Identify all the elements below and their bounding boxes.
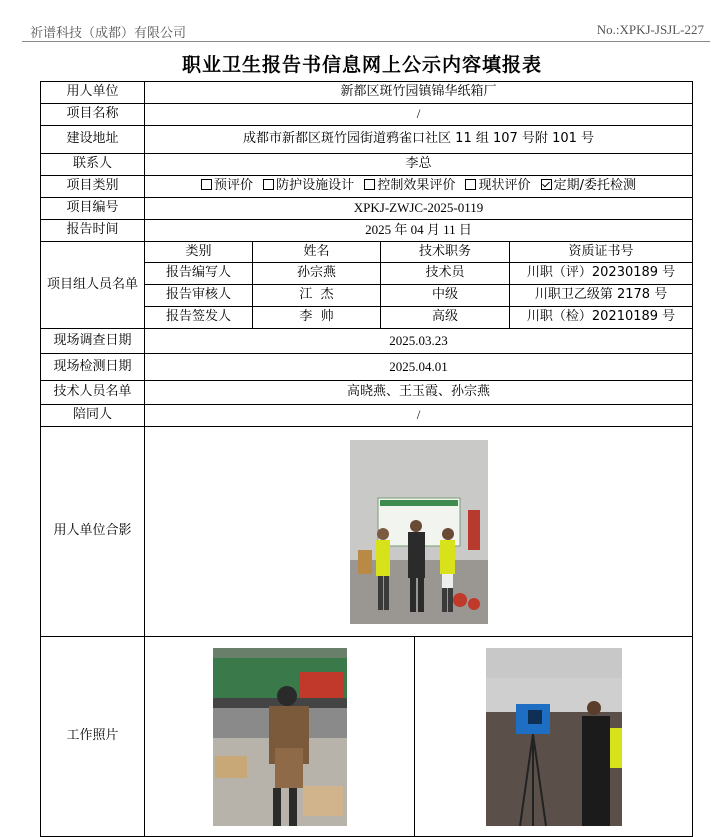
team-header-name: 姓名 (253, 242, 381, 263)
contact-label: 联系人 (41, 154, 145, 176)
companion-value: / (145, 405, 693, 427)
team-cell: 川职（检）20210189 号 (510, 307, 693, 329)
group-photo-label: 用人单位合影 (41, 427, 145, 637)
survey-date-label: 现场调查日期 (41, 329, 145, 354)
project-name-label: 项目名称 (41, 104, 145, 126)
team-cell: 川职卫乙级第 2178 号 (510, 285, 693, 307)
option-protection-design[interactable]: 防护设施设计 (263, 178, 354, 193)
page-title: 职业卫生报告书信息网上公示内容填报表 (181, 54, 542, 76)
option-periodic-testing[interactable]: 定期/委托检测 (541, 178, 636, 193)
test-date-value: 2025.04.01 (145, 354, 693, 381)
team-cell: 李 帅 (253, 307, 381, 329)
company-name: 祈谱科技（成都）有限公司 (30, 26, 187, 41)
group-photo (350, 440, 488, 624)
project-number-label: 项目编号 (41, 198, 145, 220)
test-date-label: 现场检测日期 (41, 354, 145, 381)
option-control-evaluation[interactable]: 控制效果评价 (364, 178, 455, 193)
survey-date-value: 2025.03.23 (145, 329, 693, 354)
team-cell: 孙宗燕 (253, 263, 381, 285)
team-cell: 川职（评）20230189 号 (510, 263, 693, 285)
work-photo-label: 工作照片 (41, 637, 145, 837)
team-cell: 高级 (381, 307, 510, 329)
employer-value: 新都区斑竹园镇锦华纸箱厂 (145, 82, 693, 104)
work-photo-cell-right (415, 637, 693, 837)
employer-label: 用人单位 (41, 82, 145, 104)
contact-value: 李总 (145, 154, 693, 176)
team-cell: 报告签发人 (145, 307, 253, 329)
group-photo-cell (145, 427, 693, 637)
team-cell: 技术员 (381, 263, 510, 285)
checkbox-icon[interactable] (364, 179, 375, 190)
work-photo-left (213, 648, 347, 826)
document-number: No.:XPKJ-JSJL-227 (596, 22, 704, 37)
address-value: 成都市新都区斑竹园街道鸦雀口社区 11 组 107 号附 101 号 (145, 126, 693, 154)
team-cell: 江 杰 (253, 285, 381, 307)
checkbox-checked-icon[interactable] (541, 179, 552, 190)
checkbox-icon[interactable] (465, 179, 476, 190)
team-header-title: 技术职务 (381, 242, 510, 263)
team-cell: 中级 (381, 285, 510, 307)
team-label: 项目组人员名单 (41, 242, 145, 329)
tech-staff-value: 高晓燕、王玉霞、孙宗燕 (145, 381, 693, 405)
option-status-evaluation[interactable]: 现状评价 (465, 178, 530, 193)
report-time-label: 报告时间 (41, 220, 145, 242)
work-photo-right (486, 648, 622, 826)
header-divider (22, 41, 710, 42)
option-pre-evaluation[interactable]: 预评价 (201, 178, 253, 193)
team-cell: 报告审核人 (145, 285, 253, 307)
report-time-value: 2025 年 04 月 11 日 (145, 220, 693, 242)
project-number-value: XPKJ-ZWJC-2025-0119 (145, 198, 693, 220)
tech-staff-label: 技术人员名单 (41, 381, 145, 405)
checkbox-icon[interactable] (263, 179, 274, 190)
team-header-certificate: 资质证书号 (510, 242, 693, 263)
project-name-value: / (145, 104, 693, 126)
companion-label: 陪同人 (41, 405, 145, 427)
project-type-label: 项目类别 (41, 176, 145, 198)
team-header-category: 类别 (145, 242, 253, 263)
team-cell: 报告编写人 (145, 263, 253, 285)
checkbox-icon[interactable] (201, 179, 212, 190)
project-type-options (145, 176, 693, 198)
work-photo-cell-left (145, 637, 415, 837)
report-form-table (40, 81, 693, 837)
address-label: 建设地址 (41, 126, 145, 154)
